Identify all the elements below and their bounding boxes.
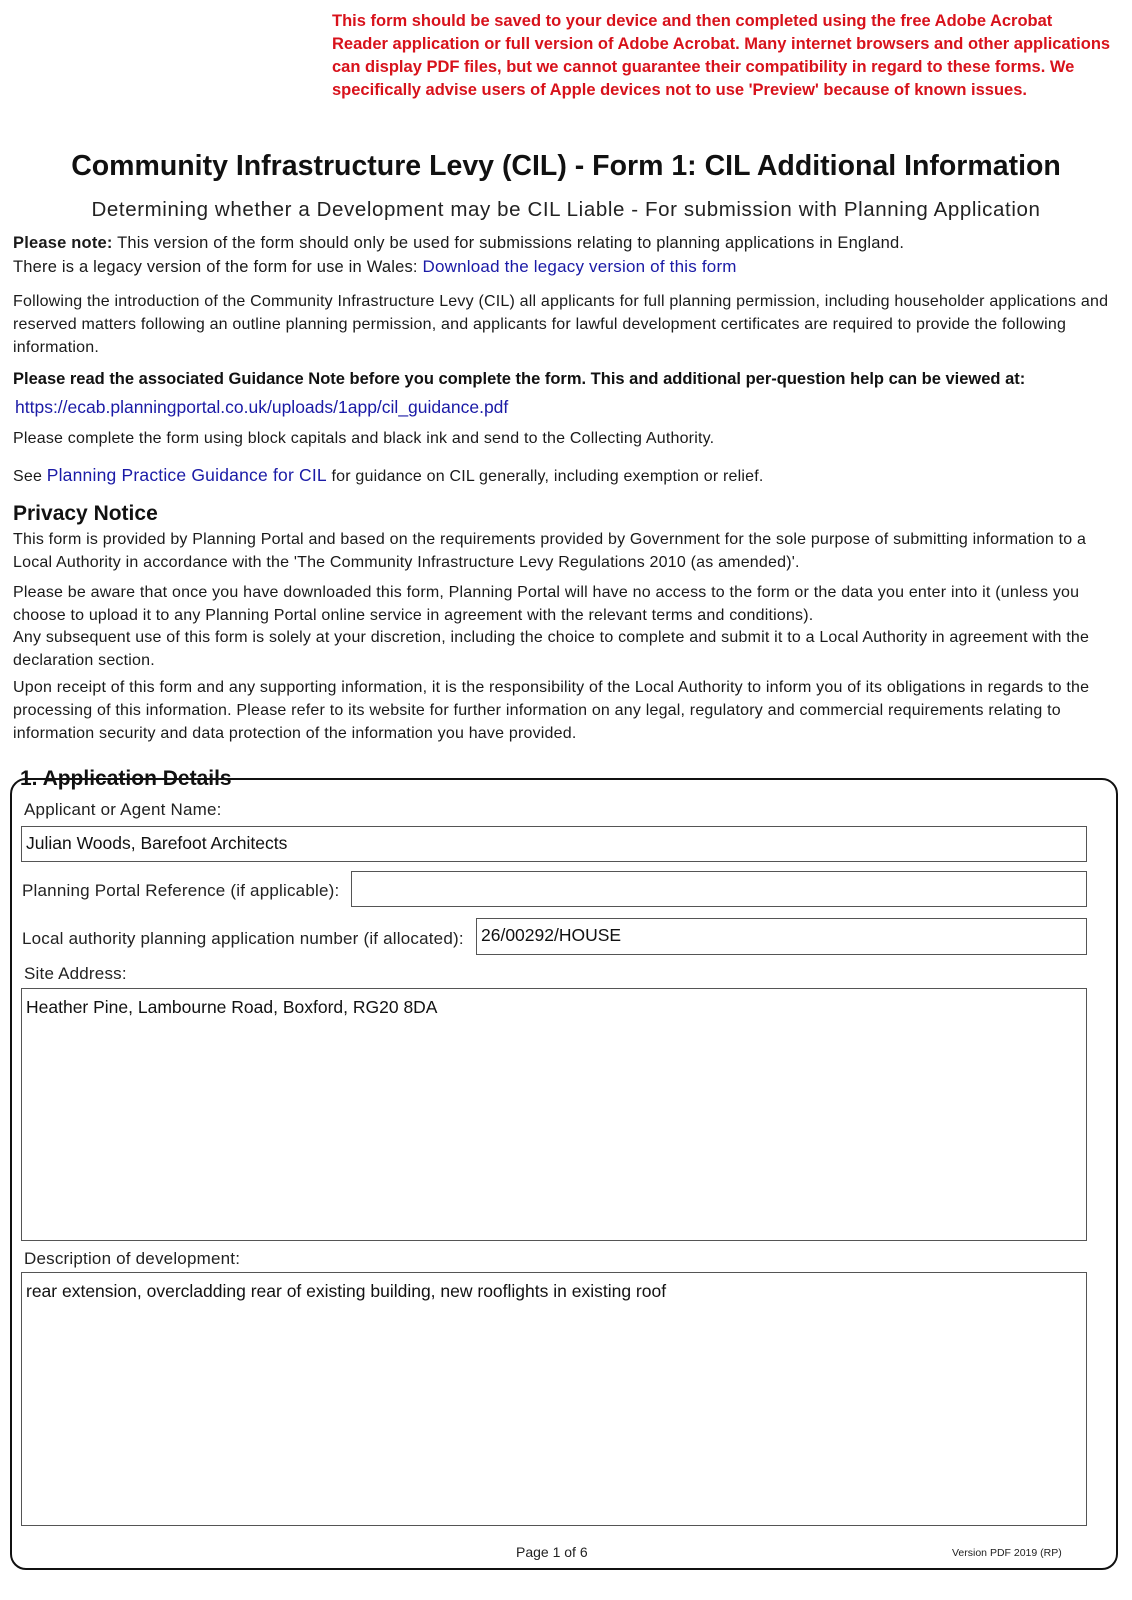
- wales-legacy-link[interactable]: Download the legacy version of this form: [422, 257, 737, 276]
- see-suffix: for guidance on CIL generally, including exemption or relief.: [326, 468, 764, 485]
- guidance-url-link[interactable]: https://ecab.planningportal.co.uk/uploads/1app/cil_guidance.pdf: [15, 397, 509, 417]
- portal-ref-label: Planning Portal Reference (if applicable):: [22, 881, 340, 900]
- note-text: This version of the form should only be used for submissions relating to planning applications in England.: [112, 234, 905, 252]
- wales-note: [13, 255, 1113, 279]
- form-subtitle: Determining whether a Development may be CIL Liable - For submission with Planning Application: [91, 198, 1041, 221]
- applicant-label: Applicant or Agent Name:: [24, 800, 222, 819]
- privacy-paragraph-2: Please be aware that once you have downloaded this form, Planning Portal will have no access to the form or the data you enter into it (unless you choose to upload it to any Planning Portal online service in agreement with the relevant terms and conditions).: [13, 584, 1080, 624]
- portal-reference-field[interactable]: [351, 871, 1087, 907]
- intro-text: Following the introduction of the Community Infrastructure Levy (CIL) all applicants for full planning permission, including householder applications and reserved matters following an outline planning permission, and applicants for lawful development certificates are required to provide the following information.: [13, 293, 1109, 356]
- la-number-label: Local authority planning application number (if allocated):: [22, 929, 464, 948]
- section1-heading: 1. Application Details: [20, 767, 232, 790]
- wales-text: There is a legacy version of the form for use in Wales:: [13, 258, 423, 276]
- ppg-cil-link[interactable]: Planning Practice Guidance for CIL: [46, 465, 327, 485]
- version-label: Version PDF 2019 (RP): [952, 1547, 1062, 1559]
- site-address-label: Site Address:: [24, 964, 127, 983]
- privacy-paragraph-3: Any subsequent use of this form is solely at your discretion, including the choice to complete and submit it to a Local Authority in agreement with the declaration section.: [13, 629, 1090, 669]
- see-guidance-line: [13, 464, 1113, 488]
- see-prefix: See: [13, 468, 47, 485]
- description-field[interactable]: rear extension, overcladding rear of existing building, new rooflights in existing roof: [21, 1272, 1087, 1526]
- site-address-field[interactable]: Heather Pine, Lambourne Road, Boxford, RG20 8DA: [21, 988, 1087, 1241]
- page-number: Page 1 of 6: [516, 1544, 588, 1560]
- privacy-heading: Privacy Notice: [13, 502, 158, 525]
- privacy-paragraph-1: This form is provided by Planning Portal and based on the requirements provided by Government for the sole purpose of submitting information to a Local Authority in accordance with the 'The Community Infrastructure Levy Regulations 2010 (as amended)'.: [13, 531, 1087, 571]
- england-note: [13, 232, 1113, 255]
- applicant-name-field[interactable]: Julian Woods, Barefoot Architects: [21, 826, 1087, 862]
- device-warning: This form should be saved to your device and then completed using the free Adobe Acrobat Reader application or full version of Adobe Acrobat. Many internet browsers and other applications can display PDF files, but we cannot guarantee their compatibility in regard to these forms. We specifically advise users of Apple devices not to use 'Preview' because of known issues.: [332, 12, 1111, 99]
- privacy-paragraph-4: Upon receipt of this form and any supporting information, it is the responsibility of the Local Authority to inform you of its obligations in regards to the processing of this information. Please refer to its website for further information on any legal, regulatory and commercial requirements relating to information security and data protection of the information you have provided.: [13, 679, 1090, 742]
- form-title: Community Infrastructure Levy (CIL) - Form 1: CIL Additional Information: [71, 150, 1061, 182]
- description-label: Description of development:: [24, 1249, 241, 1268]
- note-label: Please note:: [13, 234, 113, 252]
- guidance-heading: Please read the associated Guidance Note before you complete the form. This and additional per-question help can be viewed at:: [13, 370, 1026, 388]
- la-application-number-field[interactable]: 26/00292/HOUSE: [476, 918, 1087, 955]
- block-capitals-instruction: Please complete the form using block capitals and black ink and send to the Collecting Authority.: [13, 430, 715, 447]
